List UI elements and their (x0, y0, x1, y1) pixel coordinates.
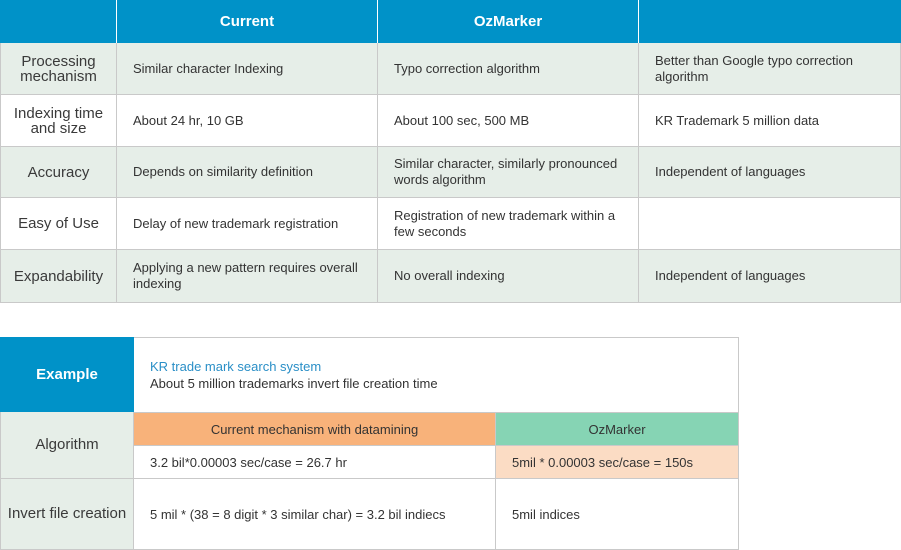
current-cell: Applying a new pattern requires overall indexing (117, 250, 378, 303)
ozmarker-cell: No overall indexing (378, 250, 639, 303)
table-row (0, 95, 901, 147)
example-description (134, 337, 739, 412)
row-label: Accuracy (0, 147, 117, 198)
note-cell: KR Trademark 5 million data (639, 95, 901, 147)
table-row (0, 250, 901, 303)
note-cell (639, 198, 901, 250)
ozmarker-header: OzMarker (496, 412, 739, 446)
table-row (0, 147, 901, 198)
invert-file-label: Invert file creation (0, 479, 134, 550)
header-empty-left (0, 0, 117, 43)
row-label: Indexing time and size (0, 95, 117, 147)
table-row (0, 198, 901, 250)
row-label: Expandability (0, 250, 117, 303)
algorithm-label: Algorithm (0, 412, 134, 479)
ozmarker-cell: Registration of new trademark within a few seconds (378, 198, 639, 250)
system-name: KR trade mark search system (150, 359, 322, 374)
ozmarker-cell: About 100 sec, 500 MB (378, 95, 639, 147)
current-cell: Delay of new trademark registration (117, 198, 378, 250)
example-label: Example (0, 337, 134, 412)
ozmarker-cell: Typo correction algorithm (378, 43, 639, 95)
note-cell: Better than Google typo correction algorithm (639, 43, 901, 95)
system-description: About 5 million trademarks invert file creation time (150, 376, 438, 391)
note-cell: Independent of languages (639, 147, 901, 198)
row-label: Processing mechanism (0, 43, 117, 95)
header-current: Current (117, 0, 378, 43)
note-cell: Independent of languages (639, 250, 901, 303)
current-cell: Similar character Indexing (117, 43, 378, 95)
current-cell: Depends on similarity definition (117, 147, 378, 198)
current-mechanism-header: Current mechanism with datamining (134, 412, 496, 446)
invert-ozmarker-value: 5mil indices (496, 479, 739, 550)
header-empty-right (639, 0, 901, 43)
invert-current-value: 5 mil * (38 = 8 digit * 3 similar char) = 3.2 bil indiecs (134, 479, 496, 550)
algorithm-ozmarker-value: 5mil * 0.00003 sec/case = 150s (496, 446, 739, 479)
example-table (0, 337, 739, 550)
header-ozmarker: OzMarker (378, 0, 639, 43)
row-label: Easy of Use (0, 198, 117, 250)
algorithm-current-value: 3.2 bil*0.00003 sec/case = 26.7 hr (134, 446, 496, 479)
current-cell: About 24 hr, 10 GB (117, 95, 378, 147)
ozmarker-cell: Similar character, similarly pronounced words algorithm (378, 147, 639, 198)
table-row (0, 43, 901, 95)
